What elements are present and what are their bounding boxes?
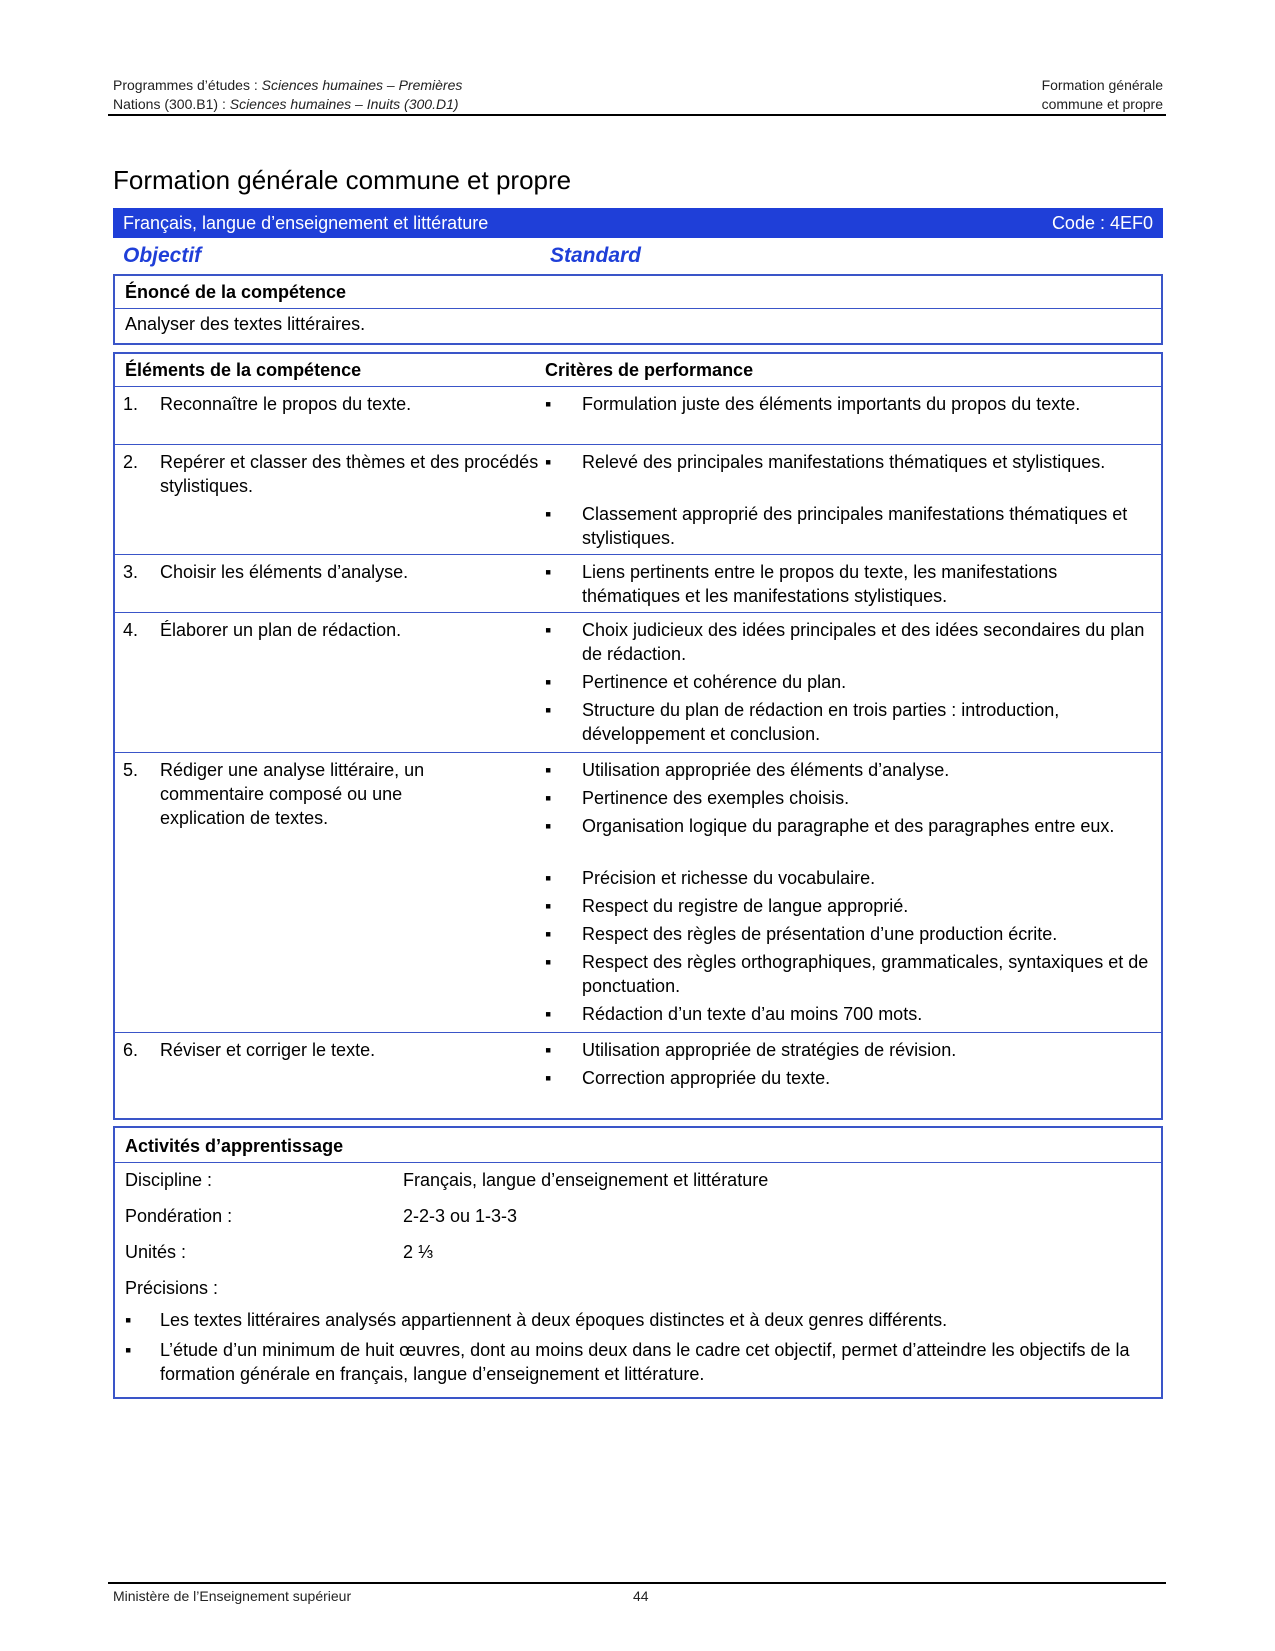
criterion-text: Pertinence et cohérence du plan. [582, 672, 847, 692]
element-text: Reconnaître le propos du texte. [160, 394, 412, 414]
criterion [545, 392, 1145, 440]
element-text: Repérer et classer des thèmes et des procédés stylistiques. [160, 452, 539, 496]
course-code: Code : 4EF0 [1051, 213, 1153, 233]
bullet-icon: ▪ [545, 1040, 552, 1060]
criterion-text: Liens pertinents entre le propos du texte, les manifestations thématiques et les manifestations stylistiques. [582, 562, 1058, 606]
criterion-text: Respect des règles de présentation d’une production écrite. [582, 924, 1058, 944]
activites-separator [115, 1162, 1161, 1163]
precision-text: Les textes littéraires analysés appartiennent à deux époques distinctes et à deux genres différents. [160, 1310, 948, 1330]
unites-label: Unités : [125, 1242, 187, 1262]
bullet-icon: ▪ [545, 896, 552, 916]
element-number: 6. [123, 1040, 139, 1060]
bullet-icon: ▪ [125, 1310, 132, 1330]
objectif-label: Objectif [123, 244, 202, 267]
row-separator [115, 444, 1161, 445]
criterion-text: Relevé des principales manifestations thématiques et stylistiques. [582, 452, 1106, 472]
element-text: Choisir les éléments d’analyse. [160, 562, 409, 582]
page-number: 44 [633, 1588, 649, 1604]
activites-box [113, 1126, 1163, 1399]
criterion-text: Organisation logique du paragraphe et des paragraphes entre eux. [582, 816, 1115, 836]
subject-name: Français, langue d’enseignement et littérature [123, 213, 489, 233]
bullet-icon: ▪ [545, 504, 552, 524]
activites-heading: Activités d’apprentissage [125, 1136, 344, 1156]
elements-table [113, 352, 1163, 1120]
criteres-heading: Critères de performance [545, 360, 754, 380]
criterion [545, 1002, 1145, 1026]
bullet-icon: ▪ [545, 452, 552, 472]
ministry-name: Ministère de l’Enseignement supérieur [113, 1588, 352, 1604]
ponderation-label: Pondération : [125, 1206, 233, 1226]
criterion [545, 922, 1145, 946]
criterion-text: Rédaction d’un texte d’au moins 700 mots. [582, 1004, 923, 1024]
bullet-icon: ▪ [545, 562, 552, 582]
criterion-text: Respect des règles orthographiques, grammaticales, syntaxiques et de ponctuation. [582, 952, 1149, 996]
bullet-icon: ▪ [545, 1004, 552, 1024]
criterion [545, 1038, 1145, 1062]
program-code-1: Nations (300.B1) : [113, 96, 226, 112]
row-separator [115, 1032, 1161, 1033]
running-header-right [1042, 76, 1163, 114]
enonce-heading: Énoncé de la compétence [125, 282, 347, 302]
criterion [545, 814, 1145, 862]
row-separator [115, 612, 1161, 613]
criterion [545, 618, 1145, 666]
element-number: 4. [123, 620, 139, 640]
criterion-text: Utilisation appropriée des éléments d’analyse. [582, 760, 950, 780]
discipline-value: Français, langue d’enseignement et littérature [403, 1170, 769, 1190]
element-text: Rédiger une analyse littéraire, un commentaire composé ou une explication de textes. [160, 760, 425, 828]
element-number: 2. [123, 452, 139, 472]
criterion [545, 502, 1145, 550]
bullet-icon: ▪ [545, 700, 552, 720]
elements-heading: Éléments de la compétence [125, 360, 362, 380]
program-name-1: Sciences humaines – Premières [261, 77, 463, 93]
element-number: 1. [123, 394, 139, 414]
bullet-icon: ▪ [125, 1340, 132, 1360]
criterion-text: Classement approprié des principales manifestations thématiques et stylistiques. [582, 504, 1128, 548]
bullet-icon: ▪ [545, 868, 552, 888]
bullet-icon: ▪ [545, 394, 552, 414]
criterion [545, 894, 1145, 918]
standard-label: Standard [550, 244, 642, 267]
header-rule [108, 114, 1166, 116]
bullet-icon: ▪ [545, 952, 552, 972]
bullet-icon: ▪ [545, 816, 552, 836]
program-label: Programmes d’études : [113, 77, 258, 93]
criterion-text: Choix judicieux des idées principales et des idées secondaires du plan de rédaction. [582, 620, 1145, 664]
enonce-box [113, 274, 1163, 345]
row-separator [115, 554, 1161, 555]
criterion [545, 670, 1145, 694]
enonce-text: Analyser des textes littéraires. [125, 314, 366, 334]
bullet-icon: ▪ [545, 1068, 552, 1088]
bullet-icon: ▪ [545, 924, 552, 944]
subject-band [113, 208, 1163, 238]
element-number: 5. [123, 760, 139, 780]
bullet-icon: ▪ [545, 672, 552, 692]
row-separator [115, 752, 1161, 753]
criterion-text: Correction appropriée du texte. [582, 1068, 831, 1088]
unites-value: 2 ⅓ [403, 1242, 434, 1262]
criterion [545, 698, 1145, 746]
criterion [545, 950, 1149, 998]
discipline-label: Discipline : [125, 1170, 213, 1190]
criterion-text: Respect du registre de langue approprié. [582, 896, 909, 916]
bullet-icon: ▪ [545, 788, 552, 808]
header-right-line1: Formation générale [1041, 77, 1163, 93]
criterion [545, 560, 1145, 608]
row-separator [115, 386, 1161, 387]
bullet-icon: ▪ [545, 760, 552, 780]
running-header-left [113, 76, 813, 114]
criterion-text: Structure du plan de rédaction en trois parties : introduction, développement et conclusion. [582, 700, 1060, 744]
program-name-2: Sciences humaines – Inuits (300.D1) [229, 96, 459, 112]
element-text: Élaborer un plan de rédaction. [160, 620, 402, 640]
precisions-label: Précisions : [125, 1278, 219, 1298]
bullet-icon: ▪ [545, 620, 552, 640]
criterion-text: Pertinence des exemples choisis. [582, 788, 850, 808]
criterion [545, 1066, 1145, 1090]
criterion [545, 866, 1145, 890]
criterion [545, 786, 1145, 810]
criterion [545, 758, 1145, 782]
enonce-separator [115, 308, 1161, 309]
element-text: Réviser et corriger le texte. [160, 1040, 376, 1060]
header-right-line2: commune et propre [1041, 96, 1163, 112]
precision-text: L’étude d’un minimum de huit œuvres, dont au moins deux dans le cadre cet objectif, permet d’atteindre les objectifs de la formation générale en français, langue d’enseignement et littérature. [160, 1340, 1130, 1384]
element-number: 3. [123, 562, 139, 582]
section-title: Formation générale commune et propre [113, 165, 572, 195]
criterion-text: Formulation juste des éléments importants du propos du texte. [582, 394, 1081, 414]
criterion-text: Utilisation appropriée de stratégies de révision. [582, 1040, 957, 1060]
criterion-text: Précision et richesse du vocabulaire. [582, 868, 876, 888]
criterion [545, 450, 1145, 498]
footer-rule [108, 1582, 1166, 1584]
ponderation-value: 2-2-3 ou 1-3-3 [403, 1206, 518, 1226]
